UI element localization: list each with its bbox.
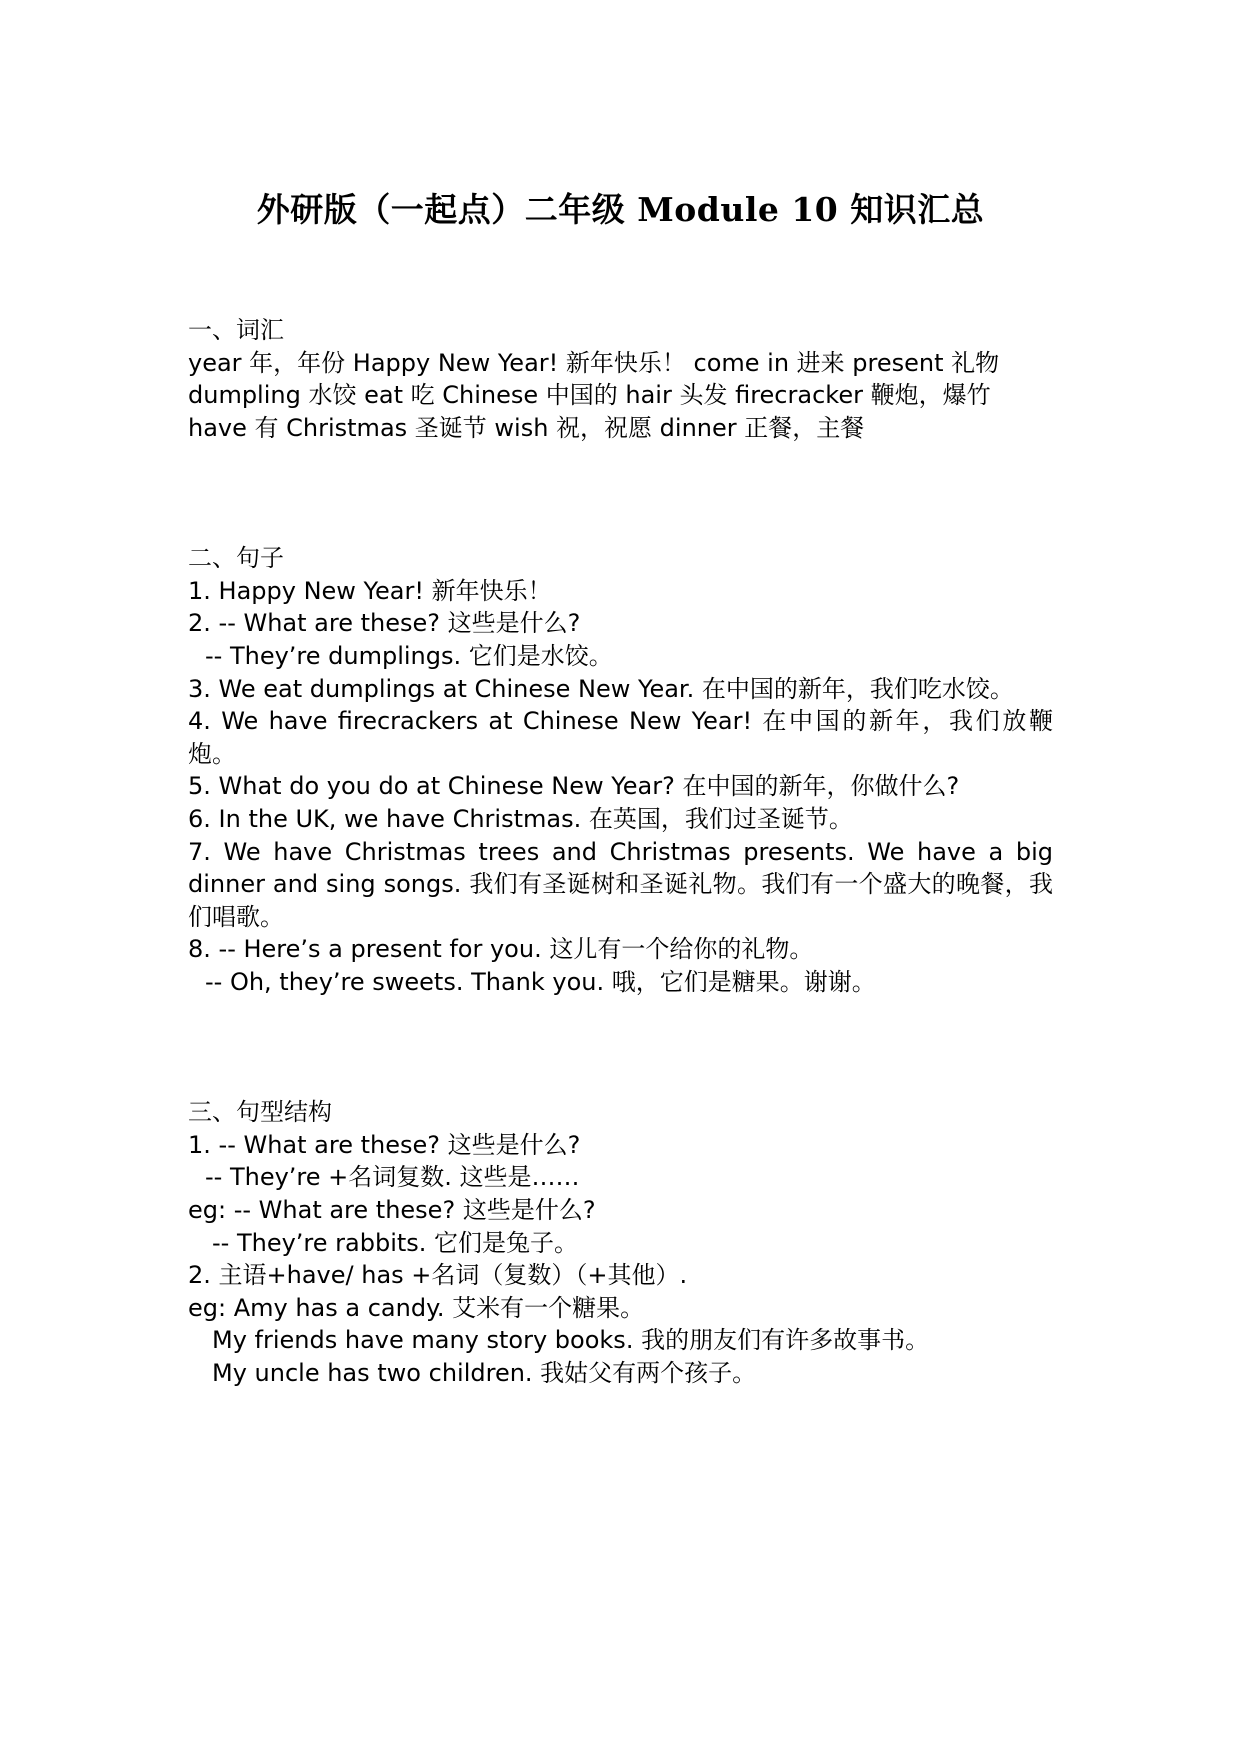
pattern-line: My friends have many story books. 我的朋友们有许多故事书。 bbox=[212, 1326, 930, 1355]
section-spacer bbox=[188, 444, 1053, 542]
pattern-line: 1. -- What are these? 这些是什么? bbox=[188, 1130, 581, 1159]
document-title: 外研版（一起点）二年级 Module 10 知识汇总 bbox=[256, 190, 985, 229]
sentence-line: 7. We have Christmas trees and Christmas presents. We have a big dinner and sing songs. 我们有圣诞树和圣诞礼物。我们有一个盛大的晚餐，我们唱歌。 bbox=[188, 837, 1053, 931]
sentence-line: 1. Happy New Year! 新年快乐！ bbox=[188, 576, 552, 605]
vocabulary-line: dumpling 水饺 eat 吃 Chinese 中国的 hair 头发 firecracker 鞭炮，爆竹 bbox=[188, 381, 991, 410]
sentence-line: 6. In the UK, we have Christmas. 在英国，我们过圣诞节。 bbox=[188, 804, 853, 833]
section-spacer bbox=[188, 998, 1053, 1096]
pattern-line: -- They’re +名词复数. 这些是…… bbox=[205, 1163, 580, 1192]
vocabulary-line: year 年，年份 Happy New Year! 新年快乐！ come in 进来 present 礼物 bbox=[188, 348, 1000, 377]
pattern-line: eg: -- What are these? 这些是什么? bbox=[188, 1196, 596, 1225]
sentence-line: -- They’re dumplings. 它们是水饺。 bbox=[205, 641, 613, 670]
sentences-heading: 二、句子 bbox=[188, 544, 284, 573]
pattern-line: My uncle has two children. 我姑父有两个孩子。 bbox=[212, 1359, 757, 1388]
pattern-line: eg: Amy has a candy. 艾米有一个糖果。 bbox=[188, 1293, 645, 1322]
document-body bbox=[188, 314, 1053, 1390]
sentence-line: 4. We have firecrackers at Chinese New Year! 在中国的新年，我们放鞭炮。 bbox=[188, 707, 1053, 768]
patterns-section bbox=[188, 1096, 1053, 1389]
vocabulary-line: have 有 Christmas 圣诞节 wish 祝，祝愿 dinner 正餐，主餐 bbox=[188, 413, 865, 442]
pattern-line: -- They’re rabbits. 它们是兔子。 bbox=[212, 1228, 579, 1257]
pattern-line: 2. 主语+have/ has +名词（复数）（+其他）. bbox=[188, 1261, 688, 1290]
sentence-line: -- Oh, they’re sweets. Thank you. 哦，它们是糖果。谢谢。 bbox=[205, 967, 876, 996]
sentence-line: 2. -- What are these? 这些是什么? bbox=[188, 609, 581, 638]
vocabulary-section bbox=[188, 314, 1053, 444]
patterns-heading: 三、句型结构 bbox=[188, 1098, 332, 1127]
sentence-line: 3. We eat dumplings at Chinese New Year. 在中国的新年，我们吃水饺。 bbox=[188, 674, 1014, 703]
sentences-section bbox=[188, 542, 1053, 998]
sentence-line: 5. What do you do at Chinese New Year? 在中国的新年，你做什么? bbox=[188, 772, 960, 801]
vocabulary-heading: 一、词汇 bbox=[188, 316, 284, 344]
sentence-line: 8. -- Here’s a present for you. 这儿有一个给你的礼物。 bbox=[188, 935, 814, 964]
